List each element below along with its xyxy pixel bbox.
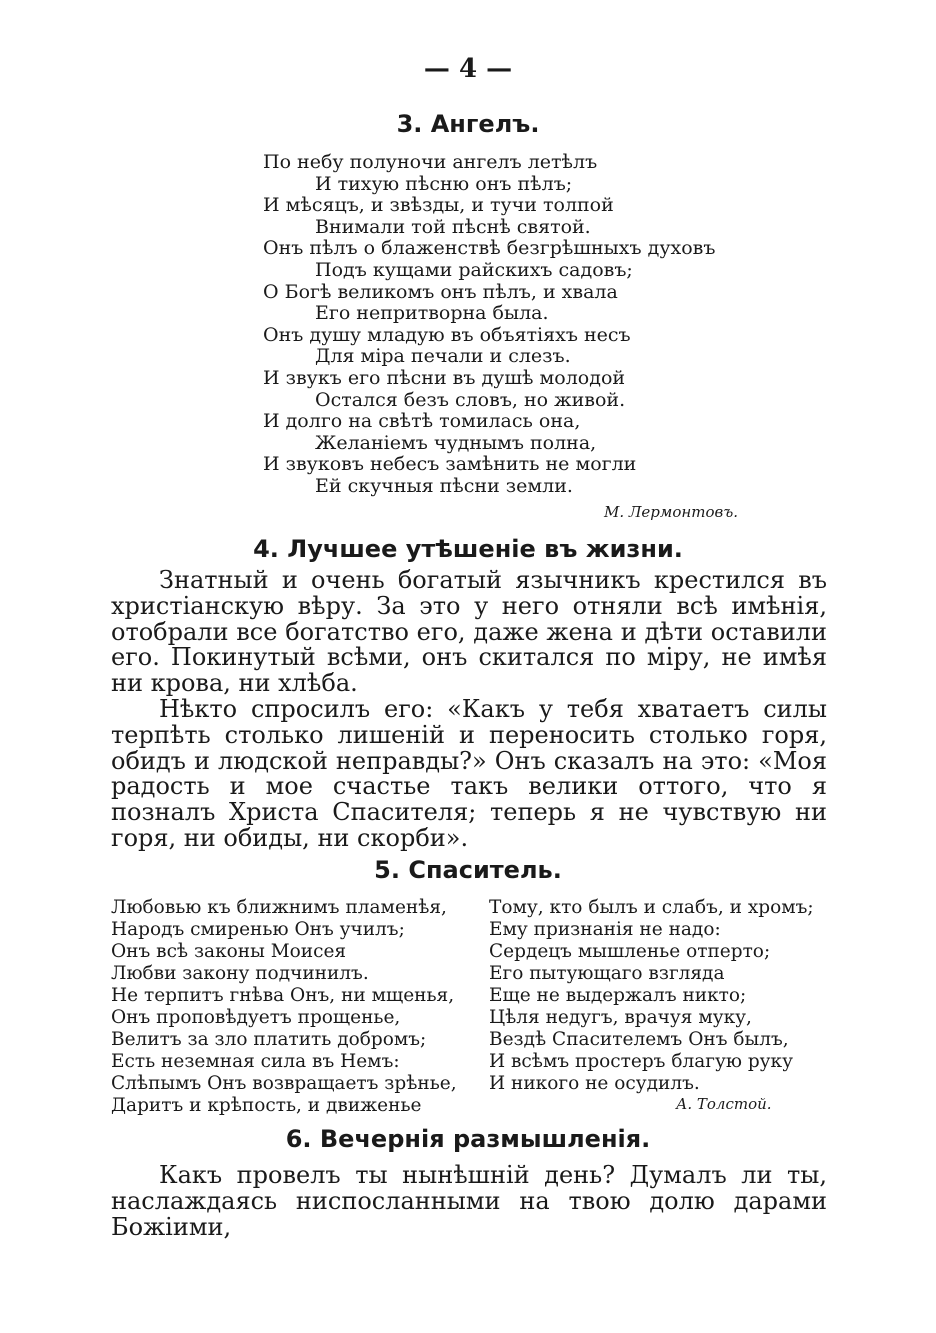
poem-line: И звуковъ небесъ замѣнить не могли	[263, 453, 637, 476]
poem-line: Его пытующаго взгляда	[489, 963, 725, 984]
poem-line: Велитъ за зло платить добромъ;	[111, 1029, 427, 1050]
author-signature-tolstoy: А. Толстой.	[676, 1095, 772, 1113]
poem-line: Подъ кущами райскихъ садовъ;	[315, 258, 633, 281]
poem-line: Онъ душу младую въ объятіяхъ несъ	[263, 323, 631, 346]
poem-line: Ему признанія не надо:	[489, 919, 721, 940]
paragraph: Нѣкто спросилъ его: «Какъ у тебя хватаетъ силы терпѣть столько лишеній и переносить столько горя, обидъ и людской неправды?» Онъ сказалъ на это: «Моя радость и мое счастье такъ велики оттого, что я позналъ Христа Спасителя; теперь я не чувствую ни горя, ни обиды, ни скорби».	[111, 694, 827, 852]
poem-line: Есть неземная сила въ Немъ:	[111, 1051, 400, 1072]
poem-line: И тихую пѣсню онъ пѣлъ;	[315, 172, 573, 195]
poem-line: Онъ пѣлъ о блаженствѣ безгрѣшныхъ духовъ	[263, 237, 716, 260]
section-5-title: 5. Спаситель.	[374, 856, 562, 884]
poem-line: И долго на свѣтѣ томилась она,	[263, 410, 581, 433]
poem-line: Любви закону подчинилъ.	[111, 963, 369, 984]
poem-line: Народъ смиренью Онъ училъ;	[111, 919, 405, 940]
poem-line: Тому, кто былъ и слабъ, и хромъ;	[489, 897, 814, 918]
poem-line: Для міра печали и слезъ.	[315, 345, 571, 368]
poem-line: Его непритворна была.	[315, 302, 549, 325]
poem-line: И звукъ его пѣсни въ душѣ молодой	[263, 366, 626, 389]
paragraph: Знатный и очень богатый язычникъ крестился въ христіанскую вѣру. За это у него отняли всѣ имѣнія, отобрали все богатство его, даже жена и дѣти оставили его. Покинутый всѣми, онъ скитался по міру, не имѣя ни крова, ни хлѣба.	[111, 566, 827, 698]
poem-line: Даритъ и крѣпость, и движенье	[111, 1095, 422, 1116]
poem-line: Вездѣ Спасителемъ Онъ былъ,	[489, 1029, 789, 1050]
section-4-title: 4. Лучшее утѣшеніе въ жизни.	[253, 535, 683, 563]
poem-line: И никого не осудилъ.	[489, 1073, 700, 1094]
section-6-text	[111, 1163, 827, 1240]
poem-line: Онъ всѣ законы Моисея	[111, 941, 347, 962]
poem-line: И всѣмъ простеръ благую руку	[489, 1051, 793, 1072]
section-3-title: 3. Ангелъ.	[396, 110, 540, 138]
section-4-text	[111, 568, 827, 852]
poem-angel	[263, 152, 763, 498]
poem-line: Остался безъ словъ, но живой.	[315, 388, 626, 411]
poem-line: Слѣпымъ Онъ возвращаетъ зрѣнье,	[111, 1073, 457, 1094]
poem-line: По небу полуночи ангелъ летѣлъ	[263, 151, 598, 173]
poem-line: Не терпитъ гнѣва Онъ, ни мщенья,	[111, 985, 455, 1006]
page-number: — 4 —	[423, 54, 513, 84]
poem-line: Онъ проповѣдуетъ прощенье,	[111, 1007, 401, 1028]
author-signature-lermontov: М. Лермонтовъ.	[604, 503, 738, 521]
poem-line: Ей скучныя пѣсни земли.	[315, 474, 573, 497]
poem-right-column	[489, 897, 834, 1095]
poem-line: Еще не выдержалъ никто;	[489, 985, 747, 1006]
poem-line: Сердецъ мышленье отперто;	[489, 941, 771, 962]
poem-line: Любовью къ ближнимъ пламенѣя,	[111, 897, 447, 918]
poem-line: Желаніемъ чуднымъ полна,	[315, 431, 597, 454]
paragraph: Какъ провелъ ты нынѣшній день? Думалъ ли ты, наслаждаясь ниспосланными на твою долю дарами Божіими,	[111, 1161, 827, 1241]
poem-left-column	[111, 897, 481, 1117]
poem-line: Внимали той пѣснѣ святой.	[315, 215, 591, 238]
poem-line: И мѣсяцъ, и звѣзды, и тучи толпой	[263, 194, 614, 217]
poem-line: О Богѣ великомъ онъ пѣлъ, и хвала	[263, 280, 618, 303]
section-6-title: 6. Вечернія размышленія.	[285, 1125, 651, 1153]
poem-line: Цѣля недугъ, врачуя муку,	[489, 1007, 752, 1028]
